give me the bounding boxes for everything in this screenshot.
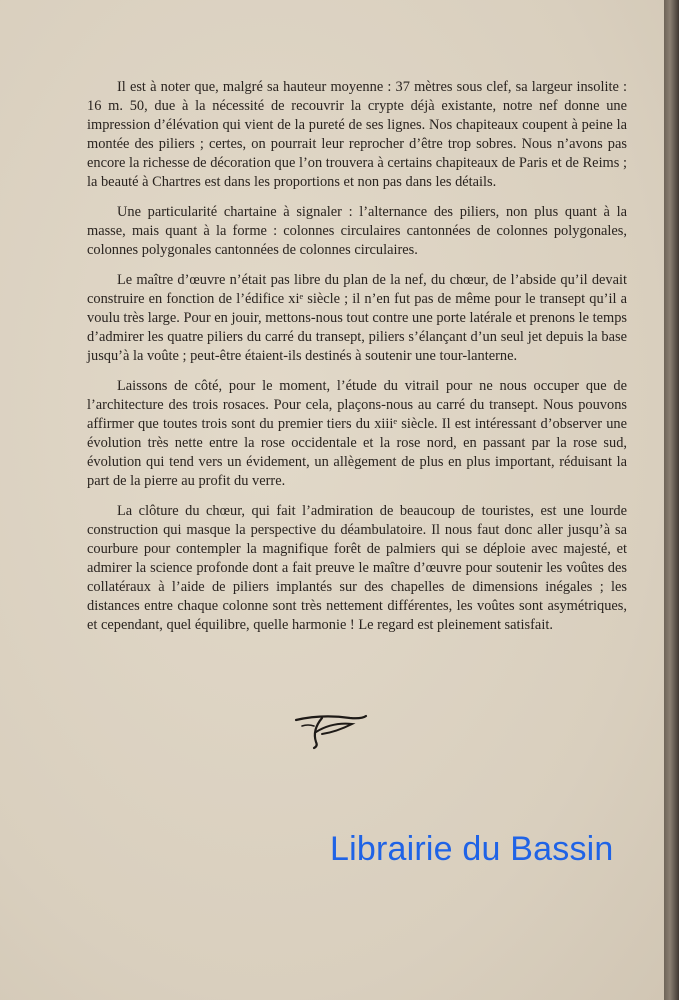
paragraph-5: La clôture du chœur, qui fait l’admiration de beaucoup de touristes, est une lourde construction qui masque la perspective du déambulatoire. Il nous faut donc aller jusqu’à sa courbure pour contempler la magnifique forêt de palmiers qui se déploie avec majesté, et admirer la science profonde dont a fait preuve le maître d’œuvre pour soutenir les voûtes des collatéraux à l’aide de piliers implantés sur des chapelles de dimensions inégales ; les distances entre chaque colonne sont très nettement différentes, les voûtes sont asymétriques, et cependant, quel équilibre, quelle harmonie ! Le regard est pleinement satisfait. bbox=[87, 503, 627, 633]
paragraph-3: Le maître d’œuvre n’était pas libre du plan de la nef, du chœur, de l’abside qu’il devait construire en fonction de l’édifice xiᵉ siècle ; il n’en fut pas de même pour le transept qu’il a voulu très large. Pour en jouir, mettons-nous tout contre une porte latérale et prenons le temps d’admirer les quatre piliers du carré du transept, piliers s’élançant d’un seul jet depuis la base jusqu’à la voûte ; peut-être étaient-ils destinés à soutenir une tour-lanterne. bbox=[87, 272, 627, 364]
paragraph-2: Une particularité chartaine à signaler : l’alternance des piliers, non plus quant à la masse, mais quant à la forme : colonnes circulaires cantonnées de colonnes polygonales, colonnes polygonales cantonnées de colonnes circulaires. bbox=[87, 204, 627, 258]
body-text bbox=[87, 78, 627, 646]
end-ornament-icon bbox=[292, 712, 372, 752]
watermark: Librairie du Bassin bbox=[330, 830, 614, 868]
paragraph-4: Laissons de côté, pour le moment, l’étude du vitrail pour ne nous occuper que de l’architecture des trois rosaces. Pour cela, plaçons-nous au carré du transept. Nous pouvons affirmer que toutes trois sont du premier tiers du xiiiᵉ siècle. Il est intéressant d’observer une évolution très nette entre la rose occidentale et la rose nord, en passant par la rose sud, évolution qui tend vers un évidement, un allègement de plus en plus important, réduisant la part de la pierre au profit du verre. bbox=[87, 378, 627, 489]
book-spine-edge bbox=[664, 0, 679, 1000]
paragraph-1: Il est à noter que, malgré sa hauteur moyenne : 37 mètres sous clef, sa largeur insolite : 16 m. 50, due à la nécessité de recouvrir la crypte déjà existante, notre nef donne une impression d’élévation qui vient de la pureté de ses lignes. Nos chapiteaux coupent à peine la montée des piliers ; certes, on pourrait leur reprocher d’être trop sobres. Nous n’avons pas encore la richesse de décoration que l’on trouvera à certains chapiteaux de Paris et de Reims ; la beauté à Chartres est dans les proportions et non pas dans les détails. bbox=[87, 79, 627, 190]
